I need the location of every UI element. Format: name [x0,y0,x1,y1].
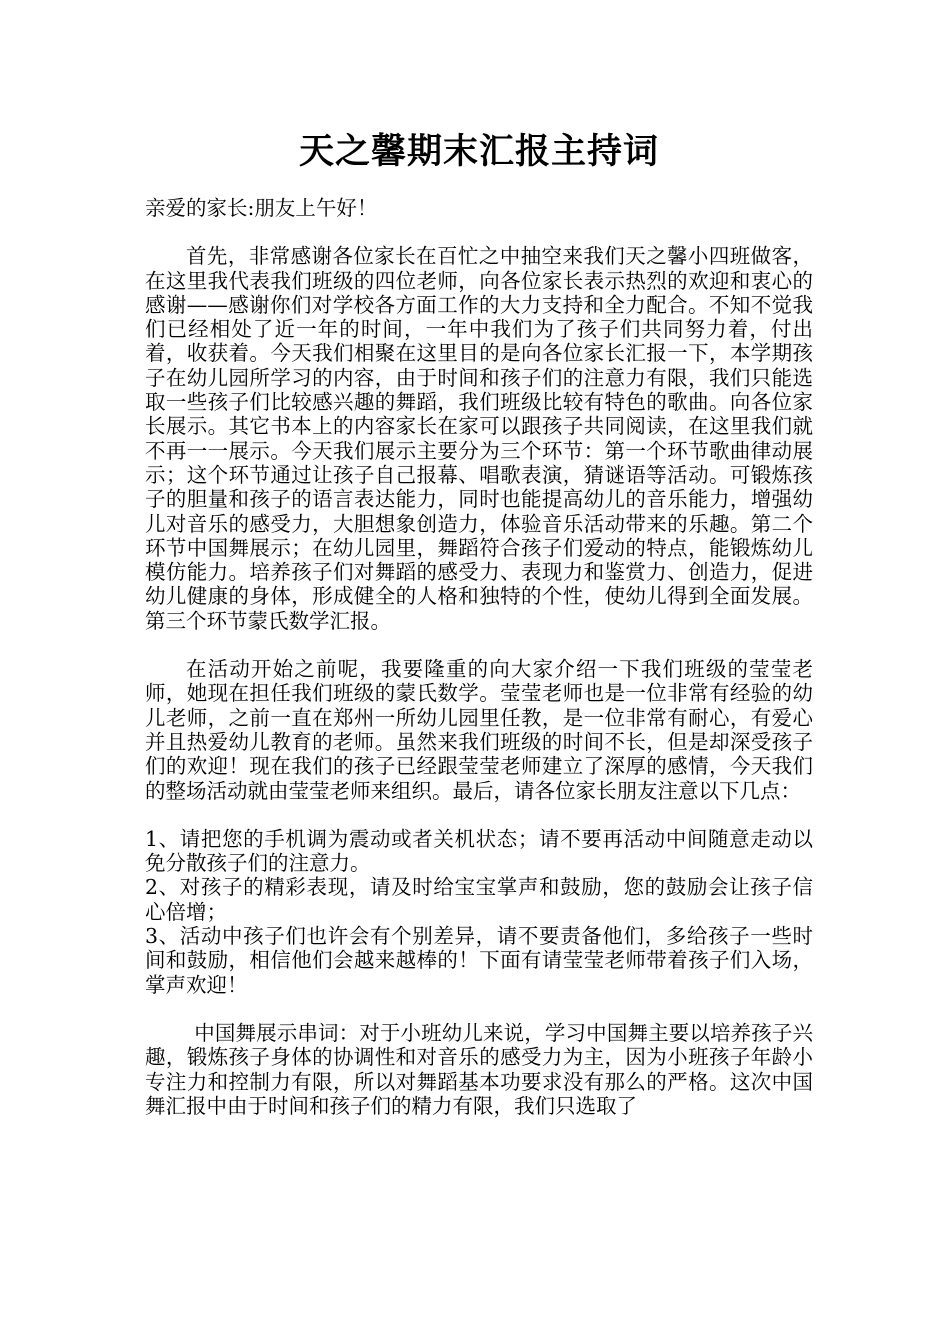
paragraph-dance-intro: 中国舞展示串词：对于小班幼儿来说，学习中国舞主要以培养孩子兴趣，锻炼孩子身体的协调性和对音乐的感受力为主，因为小班孩子年龄小专注力和控制力有限，所以对舞蹈基本功要求没有那么的严格。这次中国舞汇报中由于时间和孩子们的精力有限，我们只选取了 [145,1020,813,1118]
paragraph-teacher-intro: 在活动开始之前呢，我要隆重的向大家介绍一下我们班级的莹莹老师，她现在担任我们班级的蒙氏数学。莹莹老师也是一位非常有经验的幼儿老师，之前一直在郑州一所幼儿园里任教，是一位非常有耐心，有爱心并且热爱幼儿教育的老师。虽然来我们班级的时间不长，但是却深受孩子们的欢迎！现在我们的孩子已经跟莹莹老师建立了深厚的感情，今天我们的整场活动就由莹莹老师来组织。最后，请各位家长朋友注意以下几点： [145,657,813,803]
document-title: 天之馨期末汇报主持词 [298,131,659,172]
paragraph-opening: 首先，非常感谢各位家长在百忙之中抽空来我们天之馨小四班做客，在这里我代表我们班级的四位老师，向各位家长表示热烈的欢迎和衷心的感谢——感谢你们对学校各方面工作的大力支持和全力配合。不知不觉我们已经相处了近一年的时间，一年中我们为了孩子们共同努力着，付出着，收获着。今天我们相聚在这里目的是向各位家长汇报一下，本学期孩子在幼儿园所学习的内容，由于时间和孩子们的注意力有限，我们只能选取一些孩子们比较感兴趣的舞蹈，我们班级比较有特色的歌曲。向各位家长展示。其它书本上的内容家长在家可以跟孩子共同阅读，在这里我们就不再一一展示。今天我们展示主要分为三个环节：第一个环节歌曲律动展示；这个环节通过让孩子自己报幕、唱歌表演，猜谜语等活动。可锻炼孩子的胆量和孩子的语言表达能力，同时也能提高幼儿的音乐能力，增强幼儿对音乐的感受力，大胆想象创造力，体验音乐活动带来的乐趣。第二个环节中国舞展示；在幼儿园里，舞蹈符合孩子们爱动的特点，能锻炼幼儿模仿能力。培养孩子们对舞蹈的感受力、表现力和鉴赏力、创造力，促进幼儿健康的身体，形成健全的人格和独特的个性，使幼儿得到全面发展。第三个环节蒙氏数学汇报。 [145,244,813,633]
notice-item-1: 1、请把您的手机调为震动或者关机状态；请不要再活动中间随意走动以免分散孩子们的注意力。 [145,826,813,876]
notice-item-3: 3、活动中孩子们也许会有个别差异，请不要责备他们，多给孩子一些时间和鼓励，相信他们会越来越棒的！下面有请莹莹老师带着孩子们入场，掌声欢迎！ [145,924,813,997]
notice-item-2: 2、对孩子的精彩表现，请及时给宝宝掌声和鼓励，您的鼓励会让孩子信心倍增； [145,875,813,924]
document-page [145,128,813,1118]
paragraph-spacer [145,997,813,1021]
paragraph-spacer [145,633,813,657]
greeting-line: 亲爱的家长:朋友上午好！ [145,196,378,220]
paragraph-spacer [145,803,813,827]
